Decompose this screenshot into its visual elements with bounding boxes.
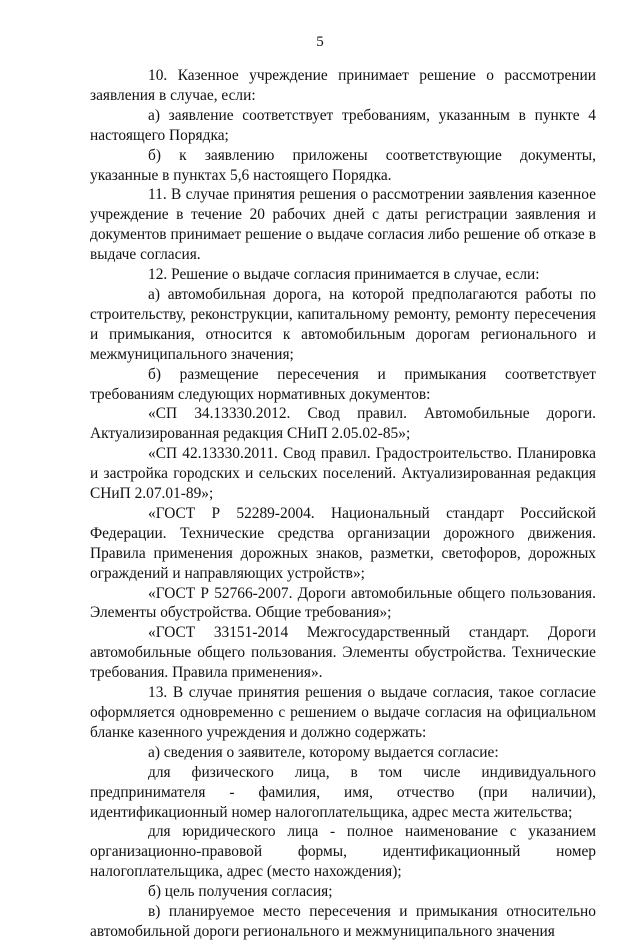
paragraph: а) заявление соответствует требованиям, указанным в пункте 4 настоящего Порядка; (90, 106, 596, 144)
paragraph: а) автомобильная дорога, на которой предполагаются работы по строительству, реконструкции, капитальному ремонту, ремонту пересечения и примыкания, относится к автомобильным дорогам регионального и межмуниципального значения; (90, 285, 596, 363)
paragraph: 11. В случае принятия решения о рассмотрении заявления казенное учреждение в течение 20 рабочих дней с даты регистрации заявления и документов принимает решение о выдаче согласия либо решение об отказе в выдаче согласия. (90, 186, 596, 264)
paragraph: для физического лица, в том числе индивидуального предпринимателя - фамилия, имя, отчество (при наличии), идентификационный номер налогоплательщика, адрес места жительства; (90, 763, 596, 821)
paragraph: 12. Решение о выдаче согласия принимается в случае, если: (148, 266, 540, 284)
paragraph: «СП 34.13330.2012. Свод правил. Автомобильные дороги. Актуализированная редакция СНиП 2.05.02-85»; (90, 405, 596, 443)
paragraph: в) планируемое место пересечения и примыкания относительно автомобильной дороги регионального и межмуниципального значения (90, 903, 596, 940)
paragraph: б) цель получения согласия; (148, 883, 333, 901)
paragraph: а) сведения о заявителе, которому выдается согласие: (148, 743, 499, 761)
paragraph: б) размещение пересечения и примыкания соответствует требованиям следующих нормативных документов: (90, 365, 596, 403)
paragraph: 13. В случае принятия решения о выдаче согласия, такое согласие оформляется одновременно с решением о выдаче согласия на официальном бланке казенного учреждения и должно содержать: (90, 684, 596, 741)
page-number: 5 (316, 34, 324, 50)
paragraph: «ГОСТ 33151-2014 Межгосударственный стандарт. Дороги автомобильные общего пользования. Элементы обустройства. Технические требования. Правила применения». (90, 624, 596, 682)
paragraph: «СП 42.13330.2011. Свод правил. Градостроительство. Планировка и застройка городских и сельских поселений. Актуализированная редакция СНиП 2.07.01-89»; (90, 445, 596, 503)
paragraph: «ГОСТ Р 52766-2007. Дороги автомобильные общего пользования. Элементы обустройства. Общие требования»; (90, 584, 596, 622)
paragraph: «ГОСТ Р 52289-2004. Национальный стандарт Российской Федерации. Технические средства организации дорожного движения. Правила применения дорожных знаков, разметки, светофоров, дорожных ограждений и направляющих устройств»; (90, 504, 596, 582)
paragraph: 10. Казенное учреждение принимает решение о рассмотрении заявления в случае, если: (90, 67, 596, 104)
paragraph: б) к заявлению приложены соответствующие документы, указанные в пунктах 5,6 настоящего Порядка. (90, 146, 596, 184)
paragraph: для юридического лица - полное наименование с указанием организационно-правовой формы, идентификационный номер налогоплательщика, адрес (место нахождения); (90, 823, 596, 881)
document-body (90, 66, 596, 942)
